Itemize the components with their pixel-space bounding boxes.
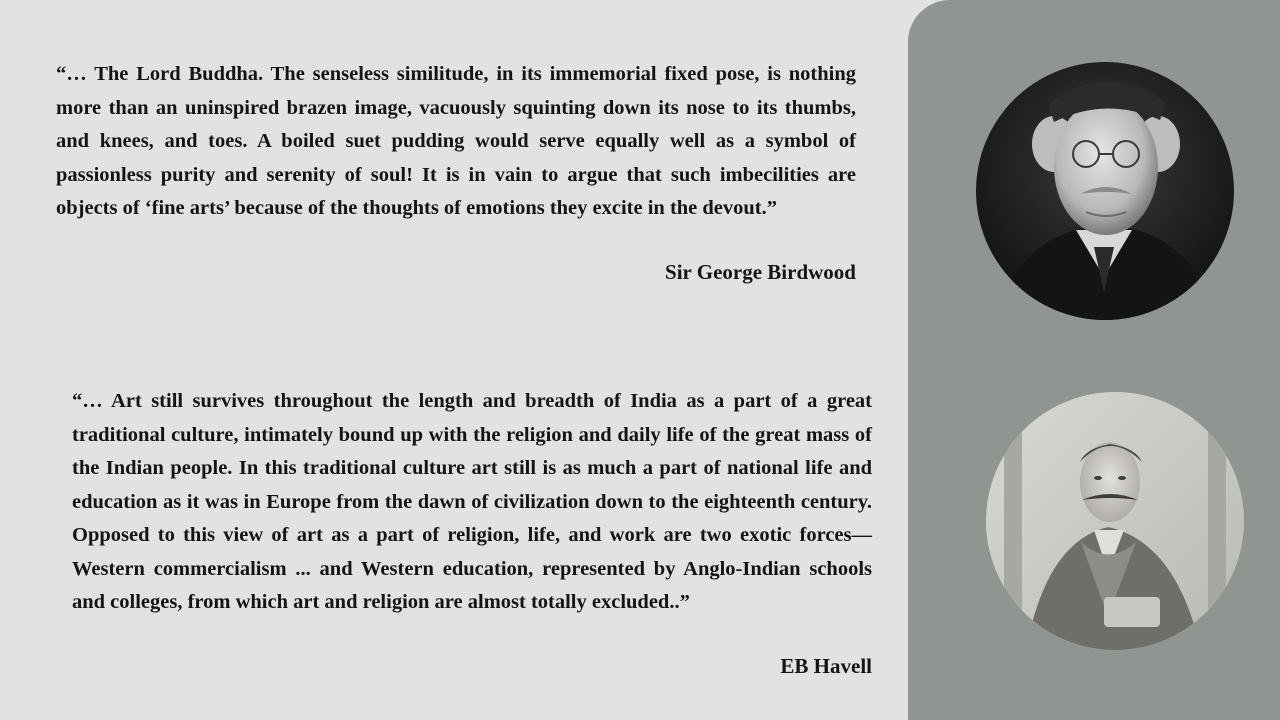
- portrait-birdwood: [976, 62, 1234, 320]
- portrait-havell: [986, 392, 1244, 650]
- quote-birdwood: “… The Lord Buddha. The senseless similitude, in its immemorial fixed pose, is nothing more than an uninspired brazen image, vacuously squinting down its nose to its thumbs, and knees, and toes. A boiled suet pudding would serve equally well as a symbol of passionless purity and serenity of soul! It is in vain to argue that such imbecilities are objects of ‘fine arts’ because of the thoughts of emotions they excite in the devout.”: [56, 63, 856, 219]
- quote-author-birdwood: Sir George Birdwood: [665, 260, 856, 284]
- quote-author-havell: EB Havell: [780, 654, 872, 678]
- quote-havell: “… Art still survives throughout the length and breadth of India as a part of a great traditional culture, intimately bound up with the religion and daily life of the great mass of the Indian people. In this traditional culture art still is as much a part of national life and education as it was in Europe from the dawn of civilization down to the eighteenth century. Opposed to this view of art as a part of religion, life, and work are two exotic forces—Western commercialism ... and Western education, represented by Anglo-Indian schools and colleges, from which art and religion are almost totally excluded..”: [72, 390, 872, 613]
